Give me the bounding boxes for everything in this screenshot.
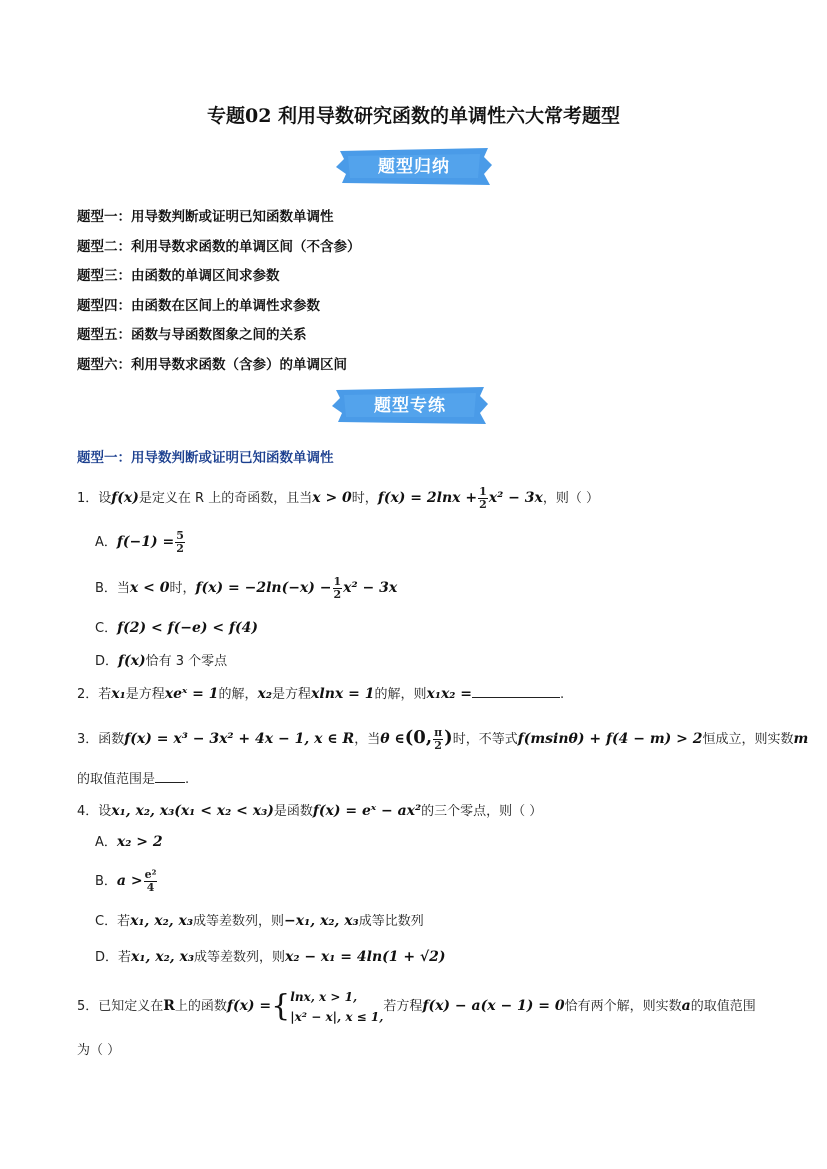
q4-d-text: 成等差数列，则 [193,950,285,965]
q4-d-expr: x₂ − x₁ = 4ln(1 + √2) [284,949,446,965]
q1-text-3: ，则（ ） [542,491,599,506]
q4-option-c [95,911,424,932]
q2-product: x₁x₂ = [426,686,473,702]
q3-m: m [793,731,809,747]
q4-option-b [95,861,158,901]
q1-b-num: 1 [333,575,342,588]
q2-number: 2．若 [77,687,112,702]
q5-text-3: 恰有两个解，则实数 [564,999,682,1014]
q1-a-expr: f(−1) = [116,534,175,550]
q1-text-1: 是定义在 R 上的奇函数，且当 [138,491,313,506]
q3-expr: f(x) = x³ − 3x² + 4x − 1, x ∈ R [124,731,355,747]
q1-c-expr: f(2) < f(−e) < f(4) [117,620,258,636]
q1-a-fraction [175,530,185,555]
q1-frac-num: 1 [479,485,487,498]
summary-banner [334,147,494,187]
q1-b-fraction [333,576,343,601]
category-3: 题型三：由函数的单调区间求参数 [77,268,280,284]
q3-line2-text: 的取值范围是 [77,772,156,787]
q1-b-text: 时， [169,581,196,596]
q4-d-vars: x₁, x₂, x₃ [131,949,194,965]
q4-expr: f(x) = eˣ − ax² [312,803,422,819]
q4-c-text-2: 成等比数列 [358,914,424,929]
q4-text-2: 的三个零点，则（ ） [421,804,543,819]
q3-pi-num: π [434,726,443,739]
q1-a-num: 5 [176,529,184,542]
q3-text-3: 恒成立，则实数 [702,732,794,747]
q4-option-a [95,832,163,853]
q3-theta: θ ∈ [380,731,405,747]
q5-line-2: 为（ ） [77,1043,121,1058]
q1-fraction [478,486,488,511]
q3-pi-fraction [433,727,443,752]
q4-a-expr: x₂ > 2 [116,834,163,850]
question-4 [77,801,542,822]
q5-equation: f(x) − a(x − 1) = 0 [422,998,565,1014]
q4-a-label: A． [95,835,117,850]
q1-condition: x > 0 [312,490,352,506]
q3-pi-den: 2 [434,739,442,752]
q2-text-1: 是方程 [125,687,165,702]
question-5 [77,984,756,1028]
q2-eq1: xeˣ = 1 [164,686,219,702]
q5-case-1: lnx, x > 1, [290,989,358,1004]
q3-interval-left: (0, [404,727,433,748]
q4-c-text-1: 成等差数列，则 [193,914,285,929]
q1-c-label: C． [95,621,118,636]
q3-text-1: ，当 [354,732,381,747]
q1-option-b [95,568,397,608]
question-1 [77,478,599,518]
q1-d-label: D． [95,654,119,669]
q1-text-2: 时， [351,491,378,506]
q3-inequality: f(msinθ) + f(4 − m) > 2 [517,731,703,747]
q1-d-func: f(x) [118,653,146,669]
q1-a-label: A． [95,535,117,550]
category-4: 题型四：由函数在区间上的单调性求参数 [77,298,320,314]
q5-brace-icon: { [271,988,291,1024]
question-3 [77,718,808,758]
q5-cases [290,987,383,1027]
q5-a: a [681,998,691,1014]
q3-interval-right: ) [444,727,453,748]
q2-text-3: 是方程 [272,687,312,702]
category-2: 题型二：利用导数求函数的单调区间（不含参） [77,239,361,255]
q2-eq2: xlnx = 1 [311,686,375,702]
category-1: 题型一：用导数判断或证明已知函数单调性 [77,209,334,225]
q1-a-den: 2 [176,542,184,555]
practice-banner [330,386,490,426]
section-heading: 题型一：用导数判断或证明已知函数单调性 [77,450,334,466]
q4-c-vars-1: x₁, x₂, x₃ [130,913,194,929]
q2-text-2: 的解， [218,687,258,702]
q1-option-a [95,522,186,562]
q1-option-d [95,651,227,672]
q3-text-2: 时，不等式 [452,732,518,747]
q3-end: . [185,772,190,787]
q5-R: R [163,998,175,1014]
q3-number: 3．函数 [77,732,125,747]
practice-banner-label: 题型专练 [374,396,446,416]
q1-expr-a: f(x) = 2lnx + [377,490,478,506]
q1-number: 1．设 [77,491,112,506]
q1-frac-den: 2 [479,498,487,511]
q5-number: 5．已知定义在 [77,999,164,1014]
q5-text-2: 若方程 [383,999,423,1014]
q5-case-2: |x² − x|, x ≤ 1, [290,1009,384,1024]
q1-d-text: 恰有 3 个零点 [145,654,228,669]
category-5: 题型五：函数与导函数图象之间的关系 [77,327,307,343]
q1-b-expr-a: f(x) = −2ln(−x) − [195,580,332,596]
q1-b-label: B．当 [95,581,130,596]
q2-answer-blank[interactable] [472,697,560,698]
q2-x1: x₁ [111,686,126,702]
question-2 [77,684,564,705]
q5-func: f(x) = [226,998,272,1014]
q4-d-label: D．若 [95,950,132,965]
q3-answer-blank[interactable] [155,782,185,783]
q4-c-vars-2: −x₁, x₂, x₃ [284,913,359,929]
page-title: 专题02 利用导数研究函数的单调性六大常考题型 [206,105,621,127]
q5-text-1: 上的函数 [174,999,227,1014]
q4-number: 4．设 [77,804,112,819]
q4-b-fraction [144,869,158,894]
summary-banner-label: 题型归纳 [378,157,450,177]
q1-func: f(x) [111,490,139,506]
q5-text-4: 的取值范围 [690,999,756,1014]
q4-b-den: 4 [146,881,155,894]
q4-b-num: e² [144,868,157,881]
q4-b-expr: a > [116,873,143,889]
q1-option-c [95,618,258,639]
q3-line-2 [77,770,189,790]
category-6: 题型六：利用导数求函数（含参）的单调区间 [77,357,347,373]
q1-b-cond: x < 0 [129,580,170,596]
q2-end: . [560,687,565,702]
q4-vars: x₁, x₂, x₃(x₁ < x₂ < x₃) [111,803,274,819]
q1-b-den: 2 [333,588,342,601]
q4-b-label: B． [95,874,117,889]
q4-option-d [95,945,446,970]
q1-expr-b: x² − 3x [488,490,543,506]
q4-text-1: 是函数 [273,804,313,819]
q4-c-label: C．若 [95,914,131,929]
q2-x2: x₂ [257,686,273,702]
q2-text-4: 的解，则 [374,687,427,702]
q1-b-expr-b: x² − 3x [343,580,398,596]
